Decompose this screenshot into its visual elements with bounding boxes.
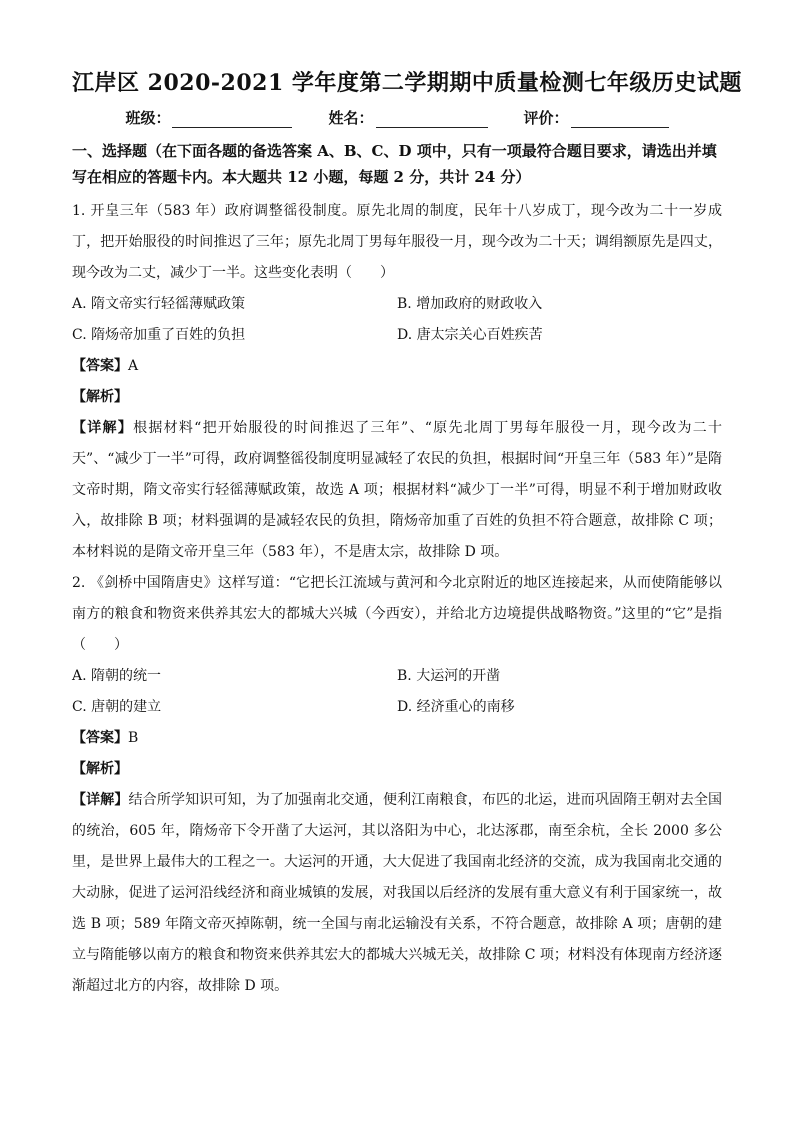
- option-d: D. 经济重心的南移: [397, 699, 515, 715]
- option-d: D. 唐太宗关心百姓疾苦: [397, 327, 543, 343]
- detail-paragraph: [72, 785, 722, 1002]
- answer-tag: 【答案】: [72, 358, 128, 374]
- question-stem: 1. 开皇三年（583 年）政府调整徭役制度。原先北周的制度，民年十八岁成丁，现今改为二十一岁成丁，把开始服役的时间推迟了三年；原先北周丁男每年服役一月，现今改为二十天；调绢额原先是四丈，现今改为二丈，减少丁一半。这些变化表明（ ）: [72, 203, 722, 281]
- name-field: [328, 107, 487, 128]
- answer-value: B: [128, 730, 139, 746]
- grade-field: [524, 107, 669, 128]
- option-a: A. 隋朝的统一: [72, 668, 162, 684]
- question-1: [72, 196, 722, 568]
- detail-text: 根据材料“把开始服役的时间推迟了三年”、“原先北周丁男每年服役一月，现今改为二十天”、“减少丁一半”可得，政府调整徭役制度明显减轻了农民的负担，根据时间“开皇三年（583 年）”是隋文帝时期，隋文帝实行轻徭薄赋政策，故选 A 项；根据材料“减少丁一半”可得，明显不利于增加财政收入，故排除 B 项；材料强调的是减轻农民的负担，隋炀帝加重了百姓的负担不符合题意，故排除 C 项；本材料说的是隋文帝开皇三年（583 年），不是唐太宗，故排除 D 项。: [72, 420, 722, 560]
- answer-line: [72, 351, 722, 382]
- analysis-line: [72, 382, 722, 413]
- detail-tag: 【详解】: [72, 792, 129, 808]
- section-heading: 一、选择题（在下面各题的备选答案 A、B、C、D 项中，只有一项最符合题目要求，请选出并填写在相应的答题卡内。本大题共 12 小题，每题 2 分，共计 24 分）: [72, 142, 717, 186]
- class-field: [125, 107, 292, 128]
- analysis-line: [72, 754, 722, 785]
- question-2: [72, 568, 722, 1002]
- detail-tag: 【详解】: [72, 420, 134, 436]
- option-c: C. 隋炀帝加重了百姓的负担: [72, 327, 246, 343]
- analysis-tag: 【解析】: [72, 389, 128, 405]
- grade-label: 评价：: [523, 109, 569, 127]
- option-b: B. 增加政府的财政收入: [397, 296, 543, 312]
- detail-text: 结合所学知识可知，为了加强南北交通，便利江南粮食，布匹的北运，进而巩固隋王朝对去全国的统治，605 年，隋炀帝下令开凿了大运河，其以洛阳为中心，北达涿郡，南至余杭，全长 2000 多公里，是世界上最伟大的工程之一。大运河的开通，大大促进了我国南北经济的交流，成为我国南北交通的大动脉，促进了运河沿线经济和商业城镇的发展，对我国以后经济的发展有重大意义有利于国家统一，故选 B 项；589 年隋文帝灭掉陈朝，统一全国与南北运输没有关系，不符合题意，故排除 A 项；唐朝的建立与隋能够以南方的粮食和物资来供养其宏大的都城大兴城无关，故排除 C 项；材料没有体现南方经济逐渐超过北方的内容，故排除 D 项。: [72, 792, 723, 994]
- class-blank: [172, 111, 292, 128]
- answer-value: A: [128, 358, 139, 374]
- page-title: 江岸区 2020-2021 学年度第二学期期中质量检测七年级历史试题: [72, 70, 742, 96]
- name-blank: [376, 111, 488, 128]
- grade-blank: [571, 111, 669, 128]
- question-stem: 2. 《剑桥中国隋唐史》这样写道：“它把长江流域与黄河和今北京附近的地区连接起来，从而使隋能够以南方的粮食和物资来供养其宏大的都城大兴城（今西安），并给北方边境提供战略物资。”这里的“它”是指（ ）: [72, 575, 722, 653]
- answer-tag: 【答案】: [72, 730, 128, 746]
- detail-paragraph: [72, 413, 722, 568]
- class-label: 班级：: [125, 109, 171, 127]
- options: [72, 289, 722, 351]
- answer-line: [72, 723, 722, 754]
- options: [72, 661, 722, 723]
- name-label: 姓名：: [328, 109, 374, 127]
- analysis-tag: 【解析】: [72, 761, 128, 777]
- option-a: A. 隋文帝实行轻徭薄赋政策: [72, 296, 246, 312]
- option-c: C. 唐朝的建立: [72, 699, 162, 715]
- student-info-row: [72, 107, 722, 128]
- option-b: B. 大运河的开凿: [397, 668, 501, 684]
